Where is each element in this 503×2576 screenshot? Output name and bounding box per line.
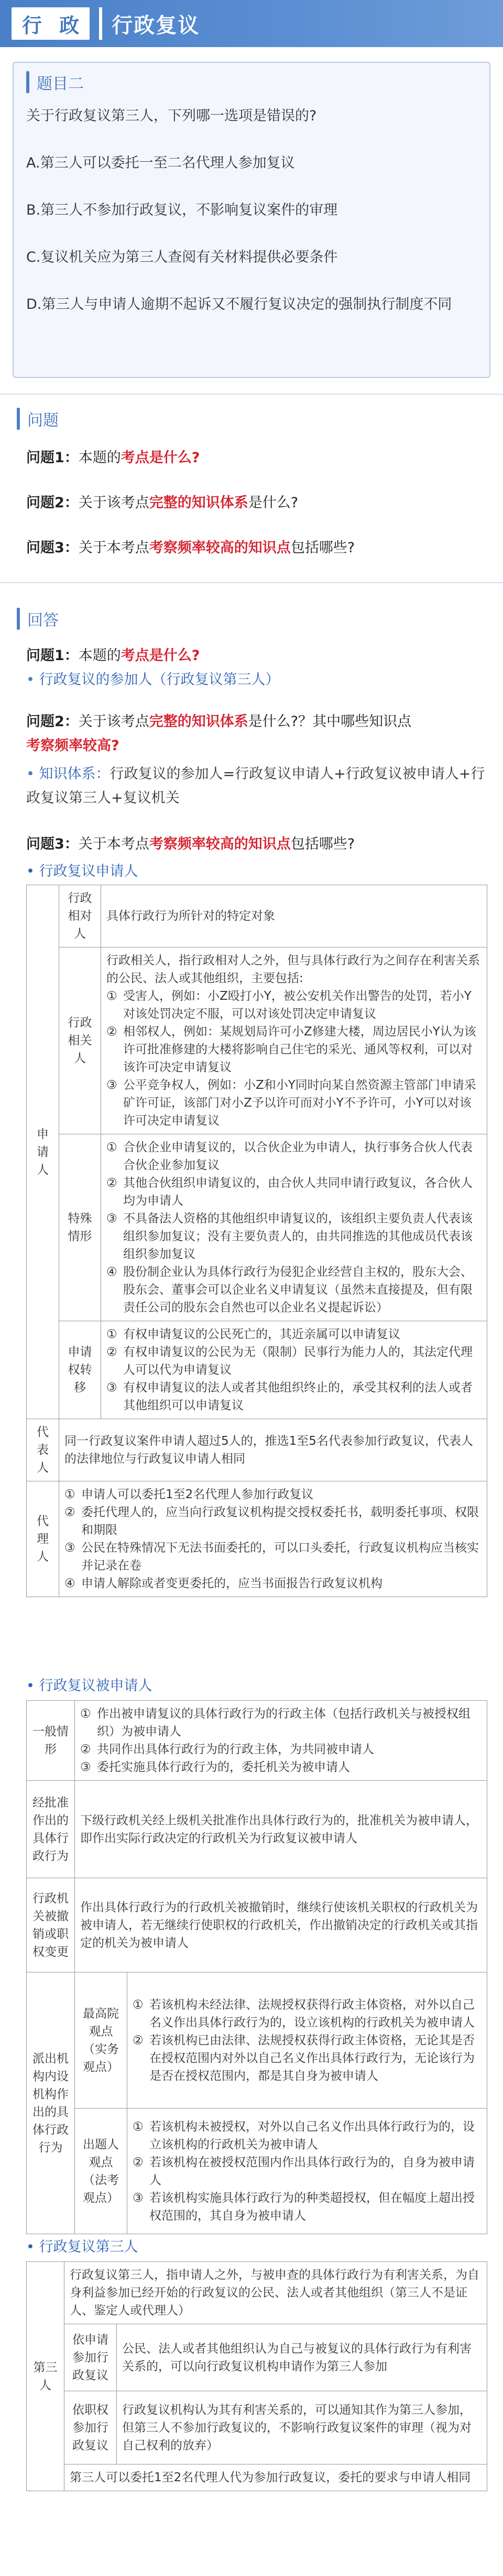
- answer-text: 行政复议的参加人（行政复议第三人）: [39, 672, 280, 688]
- page-title: 行政复议: [112, 13, 200, 38]
- problem-text: 本题的: [78, 648, 121, 664]
- list-text: 不具备法人资格的其他组织申请复议的，该组织主要负责人代表该组织参加复议；没有主要负责人的，由共同推选的其他成员代表该组织参加复议: [123, 1212, 473, 1261]
- option-a: A.第三人可以委托一至二名代理人参加复议: [26, 155, 295, 171]
- option-b: B.第三人不参加行政复议，不影响复议案件的审理: [26, 202, 338, 218]
- list-text: 申请人可以委托1至2名代理人参加行政复议: [81, 1488, 314, 1501]
- row-label: 行政相关人: [59, 947, 101, 1134]
- list-text: 有权申请复议的法人或者其他组织终止的，承受其权利的法人或者其他组织可以申请复议: [123, 1381, 473, 1412]
- section-divider: [0, 582, 503, 583]
- list-item: ① 合伙企业申请复议的，以合伙企业为申请人，执行事务合伙人代表合伙企业参加复议: [106, 1139, 482, 1174]
- list-item: ② 相邻权人，例如：某规划局许可小Z修建大楼，周边居民小Y认为该许可批准修建的大楼将影响自己住宅的采光、通风等权利，可以对该许可决定申请复议: [106, 1023, 482, 1076]
- list-item: ① 若该机构未被授权，对外以自己名义作出具体行政行为的，设立该机构的行政机关为被申请人: [133, 2118, 482, 2154]
- problems-label: 问题: [27, 411, 59, 430]
- applicant-table: [26, 885, 487, 1597]
- list-item: ③ 公平竞争权人，例如：小Z和小Y同时向某自然资源主管部门申请采矿许可证，该部门对小Z予以许可而对小Y不予许可，小Y可以对该许可决定申请复议: [106, 1076, 482, 1130]
- answer-1: [26, 668, 487, 692]
- related-person-cell: [101, 947, 487, 1134]
- problem-prefix: 问题3：: [26, 540, 79, 556]
- question-stem: 关于行政复议第三人，下列哪一选项是错误的?: [26, 108, 317, 124]
- row-text: 同一行政复议案件申请人超过5人的，推选1至5名代表参加行政复议，代表人的法律地位与行政复议申请人相同: [59, 1419, 487, 1481]
- row-label: 一般情形: [27, 1701, 75, 1781]
- list-item: ③ 公民在特殊情况下无法书面委托的，可以口头委托，行政复议机构应当核实并记录在卷: [64, 1539, 482, 1575]
- list-item: ① 作出被申请复议的具体行政行为的行政主体（包括行政机关与被授权组织）为被申请人: [80, 1705, 482, 1741]
- transfer-cell: [101, 1321, 487, 1419]
- list-item: ④ 股份制企业认为具体行政行为侵犯企业经营自主权的，股东大会、股东会、董事会可以企业名义申请复议（虽然未直接提及，但有限责任公司的股东会自然也可以企业名义提起诉讼）: [106, 1263, 482, 1317]
- problem-1: [26, 446, 487, 470]
- list-item: ① 受害人，例如：小Z殴打小Y，被公安机关作出警告的处罚，若小Y对该处罚决定不服，可以对该处罚决定申请复议: [106, 987, 482, 1023]
- list-item: ② 共同作出具体行政行为的行政主体，为共同被申请人: [80, 1741, 482, 1758]
- row-text: 公民、法人或者其他组织认为自己与被复议的具体行政行为有利害关系的，可以向行政复议机构申请作为第三人参加: [117, 2324, 487, 2391]
- list-item: ② 其他合伙组织申请复议的，由合伙人共同申请行政复议，各合伙人均为申请人: [106, 1174, 482, 1210]
- list-item: ② 有权申请复议的公民为无（限制）民事行为能力人的，其法定代理人可以代为申请复议: [106, 1343, 482, 1379]
- row-text: 行政相关人，指行政相对人之外，但与具体行政行为之间存在利害关系的公民、法人或其他组织，主要包括:: [106, 954, 480, 985]
- list-text: 作出被申请复议的具体行政行为的行政主体（包括行政机关与被授权组织）为被申请人: [97, 1707, 471, 1738]
- problem-prefix: 问题1：: [26, 450, 79, 466]
- row-label: 派出机构内设机构作出的具体行政行为: [27, 1972, 75, 2234]
- list-item: ④ 申请人解除或者变更委托的，应当书面报告行政复议机构: [64, 1575, 482, 1592]
- problem-text: 本题的: [78, 450, 121, 466]
- problem-text: 是什么?: [248, 495, 299, 511]
- problem-prefix: 问题2：: [26, 495, 79, 511]
- row-label: 经批准作出的具体行政行为: [27, 1781, 75, 1878]
- list-text: 有权申请复议的公民为无（限制）民事行为能力人的，其法定代理人可以代为申请复议: [123, 1345, 473, 1377]
- problem-text: 包括哪些?: [290, 836, 355, 852]
- bullet-icon: •: [26, 766, 39, 782]
- list-text: 合伙企业申请复议的，以合伙企业为申请人，执行事务合伙人代表合伙企业参加复议: [123, 1141, 473, 1172]
- sub-row-label: 最高院观点（实务观点）: [75, 1972, 127, 2109]
- heading-marker: [17, 608, 20, 630]
- problem-text: 关于该考点: [78, 495, 149, 511]
- problem-highlight: 考点是什么?: [121, 450, 200, 466]
- row-text: 作出具体行政行为的行政机关被撤销时，继续行使该机关职权的行政机关为被申请人，若无继续行使职权的行政机关，作出撤销决定的行政机关或其指定的机关为被申请人: [75, 1878, 487, 1972]
- list-item: ③ 若该机构实施具体行政行为的种类超授权，但在幅度上超出授权范围的，其自身为被申请人: [133, 2189, 482, 2225]
- list-text: 若该机构实施具体行政行为的种类超授权，但在幅度上超出授权范围的，其自身为被申请人: [149, 2191, 475, 2223]
- row-text: 具体行政行为所针对的特定对象: [101, 885, 487, 947]
- problem-prefix: 问题1：: [26, 648, 79, 664]
- row-text: 行政复议第三人，指申请人之外，与被申查的具体行政行为有利害关系，为自身利益参加已经开始的行政复议的公民、法人或者其他组织（第三人不是证人、鉴定人或代理人）: [64, 2262, 487, 2324]
- problem-text: 关于本考点: [78, 540, 149, 556]
- list-item: ① 有权申请复议的公民死亡的，其近亲属可以申请复议: [106, 1325, 482, 1343]
- problem-2: [26, 491, 487, 515]
- list-text: 若该机构未被授权，对外以自己名义作出具体行政行为的，设立该机构的行政机关为被申请人: [149, 2120, 475, 2151]
- bullet-icon: •: [26, 2239, 39, 2255]
- answer-key: 知识体系：: [39, 766, 110, 782]
- list-item: ③ 委托实施具体行政行为的，委托机关为被申请人: [80, 1758, 482, 1776]
- list-text: 委托实施具体行政行为的，委托机关为被申请人: [97, 1760, 350, 1774]
- special-case-cell: [101, 1134, 487, 1321]
- problem-highlight: 完整的知识体系: [149, 495, 248, 511]
- general-case-cell: [75, 1701, 487, 1781]
- exam-view-cell: [127, 2109, 487, 2234]
- list-text: 相邻权人，例如：某规划局许可小Z修建大楼，周边居民小Y认为该许可批准修建的大楼将影响自己住宅的采光、通风等权利，可以对该许可决定申请复议: [123, 1025, 476, 1074]
- problem-highlight: 考察频率较高的知识点: [149, 836, 291, 852]
- list-text: 公平竞争权人，例如：小Z和小Y同时向某自然资源主管部门申请采矿许可证，该部门对小Z予以许可而对小Y不予许可，小Y可以对该许可决定申请复议: [123, 1078, 476, 1128]
- row-label: 行政机关被撤销或职权变更: [27, 1878, 75, 1972]
- header-divider: [99, 7, 102, 40]
- section-title-respondent: [26, 1674, 152, 1694]
- problems-heading: [17, 407, 59, 430]
- list-text: 股份制企业认为具体行政行为侵犯企业经营自主权的，股东大会、股东会、董事会可以企业名义申请复议（虽然未直接提及，但有限责任公司的股东会自然也可以企业名义提起诉讼）: [123, 1265, 473, 1314]
- row-label: 依职权参加行政复议: [64, 2391, 117, 2465]
- list-text: 共同作出具体行政行为的行政主体，为共同被申请人: [97, 1743, 374, 1756]
- problem-text: 是什么?: [248, 713, 299, 730]
- respondent-table: [26, 1700, 487, 2234]
- section-title-applicant: [26, 860, 138, 880]
- row-text: 行政复议机构认为其有利害关系的，可以通知其作为第三人参加，但第三人不参加行政复议的，不影响行政复议案件的审理（视为对自己权利的放弃）: [117, 2391, 487, 2465]
- list-text: 若该机构未经法律、法规授权获得行政主体资格，对外以自己名义作出具体行政行为的，设立该机构的行政机关为被申请人: [149, 1998, 475, 2029]
- bullet-icon: •: [26, 1678, 39, 1694]
- list-item: ② 委托代理人的，应当向行政复议机构提交授权委托书，载明委托事项、权限和期限: [64, 1503, 482, 1539]
- section-title-text: 行政复议被申请人: [39, 1678, 152, 1694]
- list-text: 委托代理人的，应当向行政复议机构提交授权委托书，载明委托事项、权限和期限: [81, 1506, 479, 1537]
- list-text: 若该机构在被授权范围内作出具体行政行为的，自身为被申请人: [149, 2155, 475, 2187]
- agent-cell: [59, 1481, 487, 1597]
- option-c: C.复议机关应为第三人查阅有关材料提供必要条件: [26, 249, 338, 265]
- answer-q2: [26, 710, 487, 758]
- problem-text: 关于该考点: [78, 713, 149, 730]
- answer-text: 行政复议的参加人=行政复议申请人+行政复议被申请人+行政复议第三人+复议机关: [26, 766, 485, 806]
- problem-highlight: 考点是什么?: [121, 648, 200, 664]
- sub-row-label: 出题人观点（法考观点）: [75, 2109, 127, 2234]
- problem-text: 包括哪些?: [290, 540, 355, 556]
- answers-label: 回答: [27, 611, 59, 630]
- row-label: 代理人: [27, 1481, 59, 1597]
- list-item: ② 若该机构在被授权范围内作出具体行政行为的，自身为被申请人: [133, 2154, 482, 2189]
- row-text: 第三人可以委托1至2名代理人代为参加行政复议，委托的要求与申请人相同: [64, 2465, 487, 2491]
- list-text: 有权申请复议的公民死亡的，其近亲属可以申请复议: [123, 1328, 400, 1341]
- problem-prefix: 问题3：: [26, 836, 79, 852]
- heading-marker: [26, 71, 29, 93]
- problem-highlight: 考察频率较高?: [26, 738, 119, 754]
- bullet-icon: •: [26, 672, 39, 688]
- bullet-icon: •: [26, 863, 39, 879]
- problem-highlight: 完整的知识体系: [149, 713, 248, 730]
- list-text: 若该机构已由法律、法规授权获得行政主体资格，无论其是否在授权范围内对外以自己名义作出具体行政行为，无论该行为是否在授权范围内，都是其自身为被申请人: [149, 2033, 475, 2083]
- list-item: ② 若该机构已由法律、法规授权获得行政主体资格，无论其是否在授权范围内对外以自己名义作出具体行政行为，无论该行为是否在授权范围内，都是其自身为被申请人: [133, 2032, 482, 2085]
- row-label: 依申请参加行政复议: [64, 2324, 117, 2391]
- question-heading: [26, 63, 477, 102]
- list-item: ③ 不具备法人资格的其他组织申请复议的，该组织主要负责人代表该组织参加复议；没有主要负责人的，由共同推选的其他成员代表该组织参加复议: [106, 1210, 482, 1263]
- row-label: 行政相对人: [59, 885, 101, 947]
- row-label: 代表人: [27, 1419, 59, 1481]
- answer-q3: [26, 832, 487, 856]
- third-party-label: 第三人: [27, 2262, 64, 2491]
- answers-heading: [17, 607, 59, 630]
- category-tag: 行 政: [12, 7, 90, 40]
- list-item: ③ 有权申请复议的法人或者其他组织终止的，承受其权利的法人或者其他组织可以申请复议: [106, 1379, 482, 1414]
- court-view-cell: [127, 1972, 487, 2109]
- list-text: 公民在特殊情况下无法书面委托的，可以口头委托，行政复议机构应当核实并记录在卷: [81, 1541, 479, 1573]
- header-banner: [0, 0, 503, 47]
- list-item: ① 申请人可以委托1至2名代理人参加行政复议: [64, 1486, 482, 1503]
- row-label: 申请权转移: [59, 1321, 101, 1419]
- list-text: 受害人，例如：小Z殴打小Y，被公安机关作出警告的处罚，若小Y对该处罚决定不服，可以对该处罚决定申请复议: [123, 989, 472, 1021]
- problem-highlight: 考察频率较高的知识点: [149, 540, 291, 556]
- answer-q1: [26, 644, 487, 668]
- section-title-text: 行政复议申请人: [39, 863, 138, 879]
- answer-2: [26, 762, 487, 810]
- section-title-text: 行政复议第三人: [39, 2239, 138, 2255]
- question-label: 题目二: [37, 75, 84, 93]
- problem-text: 关于本考点: [78, 836, 149, 852]
- applicant-label: 申请人: [27, 885, 59, 1419]
- problem-prefix: 问题2：: [26, 713, 79, 730]
- third-party-table: [26, 2261, 487, 2491]
- heading-marker: [17, 408, 20, 430]
- section-title-third-party: [26, 2235, 138, 2256]
- problem-text: ？其中哪些知识点: [298, 713, 412, 730]
- list-text: 申请人解除或者变更委托的，应当书面报告行政复议机构: [81, 1577, 382, 1590]
- question-panel: [13, 62, 490, 378]
- problem-3: [26, 536, 487, 560]
- option-d: D.第三人与申请人逾期不起诉又不履行复议决定的强制执行制度不同: [26, 296, 452, 313]
- row-text: 下级行政机关经上级机关批准作出具体行政行为的，批准机关为被申请人，即作出实际行政决定的行政机关为行政复议被申请人: [75, 1781, 487, 1878]
- row-label: 特殊情形: [59, 1134, 101, 1321]
- list-item: ① 若该机构未经法律、法规授权获得行政主体资格，对外以自己名义作出具体行政行为的，设立该机构的行政机关为被申请人: [133, 1996, 482, 2032]
- list-text: 其他合伙组织申请复议的，由合伙人共同申请行政复议，各合伙人均为申请人: [123, 1176, 473, 1208]
- section-divider: [0, 394, 503, 395]
